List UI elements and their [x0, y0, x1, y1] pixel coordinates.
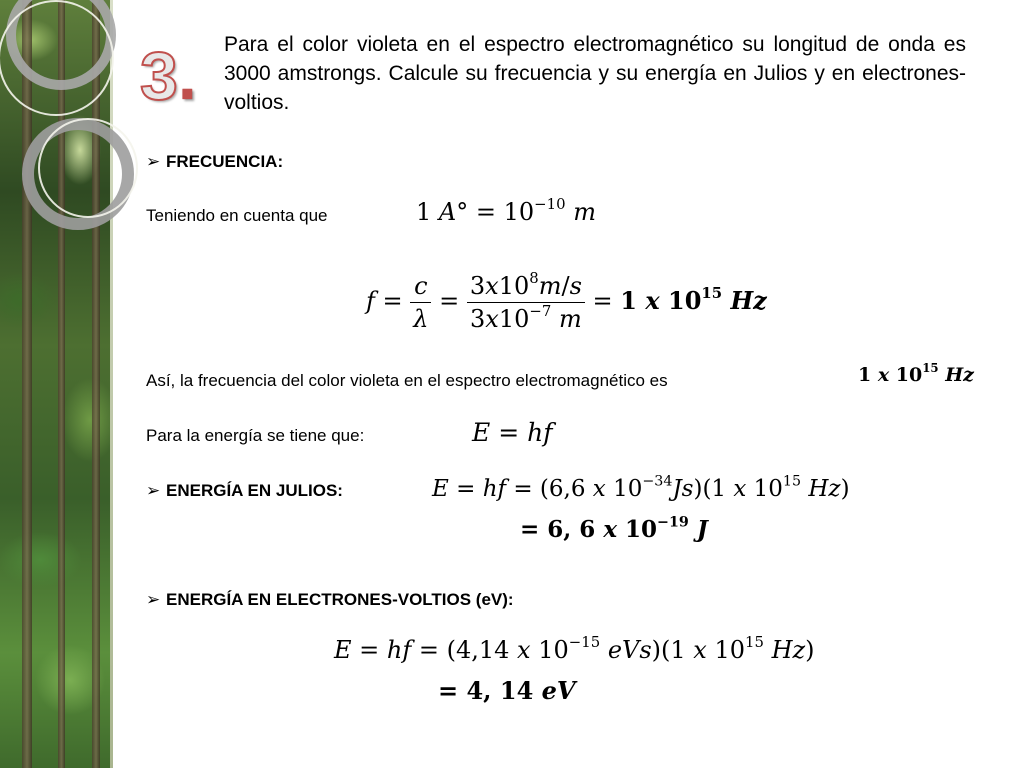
bullet-arrow-icon: ➢ [146, 481, 161, 500]
strip-edge [110, 0, 113, 768]
frequency-conclusion-value: 1 x $10^{15}$ Hz [858, 361, 974, 386]
tree-trunk [22, 0, 32, 768]
decorative-ring [38, 118, 138, 218]
frequency-formula: f = $\frac{c}{\lambda}$ = $\frac{3x10^8m/s}{3x10^{-7} m}$ = 1 x $10^{15}$ Hz [366, 268, 767, 333]
energy-text: Para la energía se tiene que: [146, 426, 365, 445]
bullet-arrow-icon: ➢ [146, 590, 161, 609]
problem-statement: Para el color violeta en el espectro electromagnético su longitud de onda es 3000 amstrongs. Calcule su frecuencia y su energía en Julios y en electrones-voltios. [224, 33, 966, 114]
ev-formula-result: = 4, 14 eV [438, 676, 576, 705]
given-text: Teniendo en cuenta que [146, 206, 328, 225]
julios-formula-line1: E = hf = (6,6 x $10^{-34}Js)(1$ x $10^{15}$ Hz) [432, 473, 850, 502]
angstrom-conversion-formula: 1 $A^\circ = 10^{-10}$ m [416, 194, 596, 226]
julios-formula-result: = 6, 6 x $10^{-19}$ J [520, 514, 708, 543]
julios-heading: ➢ ENERGÍA EN JULIOS: [146, 481, 343, 500]
tree-trunk [92, 0, 100, 768]
frecuencia-heading: ➢ FRECUENCIA: [146, 152, 284, 171]
ev-formula-line1: E = hf = (4,14 x $10^{-15}$ eVs)(1 x $10^{15}$ Hz) [334, 632, 815, 664]
bullet-arrow-icon: ➢ [146, 152, 161, 171]
decorative-ring [0, 0, 114, 116]
frequency-conclusion-text: Así, la frecuencia del color violeta en el espectro electromagnético es [146, 371, 668, 390]
ev-heading: ➢ ENERGÍA EN ELECTRONES-VOLTIOS (eV): [146, 590, 514, 609]
slide-number: 3. [140, 38, 197, 114]
energy-formula: E = hf [472, 418, 553, 447]
